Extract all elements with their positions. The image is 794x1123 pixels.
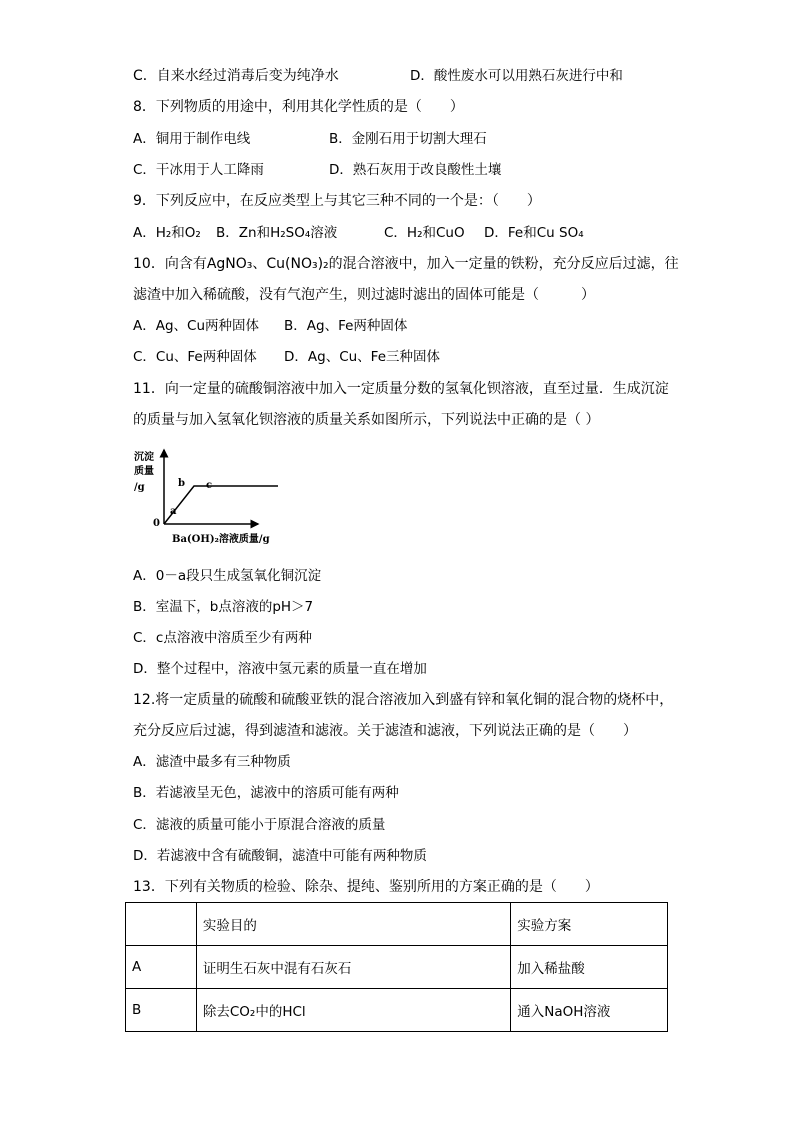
q10-stem-line1: 10．向含有AgNO₃、Cu(NO₃)₂的混合溶液中，加入一定量的铁粉，充分反应后过滤，往: [133, 256, 679, 272]
table-cell: B: [126, 989, 197, 1032]
table-cell: 除去CO₂中的HCl: [196, 989, 510, 1032]
q12-stem-line2: 充分反应后过滤，得到滤渣和滤液。关于滤渣和滤液，下列说法正确的是（ ）: [133, 723, 637, 739]
q8-option-b: B．金刚石用于切割大理石: [329, 131, 487, 147]
q8-option-d: D．熟石灰用于改良酸性土壤: [329, 162, 502, 178]
q10-option-c: C．Cu、Fe两种固体: [133, 349, 257, 365]
q13-stem: 13．下列有关物质的检验、除杂、提纯、鉴别所用的方案正确的是（ ）: [133, 879, 599, 895]
precipitate-series-line: [164, 486, 278, 524]
table-row: [126, 946, 668, 989]
q12-option-b: B．若滤液呈无色，滤液中的溶质可能有两种: [133, 785, 399, 801]
q7-option-c: C．自来水经过消毒后变为纯净水: [133, 68, 339, 84]
q8-option-c: C．干冰用于人工降雨: [133, 162, 264, 178]
point-label-c: c: [206, 480, 213, 491]
q11-stem-line1: 11．向一定量的硫酸铜溶液中加入一定质量分数的氢氧化钡溶液，直至过量．生成沉淀: [133, 381, 669, 397]
q11-stem-line2: 的质量与加入氢氧化钡溶液的质量关系如图所示，下列说法中正确的是（ ）: [133, 412, 600, 428]
origin-label: 0: [153, 518, 160, 529]
table-cell: 加入稀盐酸: [511, 946, 668, 989]
point-label-a: a: [170, 506, 177, 517]
y-label-line1: 沉淀: [134, 452, 154, 463]
table-header-cell: [126, 903, 197, 946]
table-header-cell: 实验方案: [511, 903, 668, 946]
table-row: [126, 989, 668, 1032]
q10-stem-line2: 滤渣中加入稀硫酸，没有气泡产生，则过滤时滤出的固体可能是（ ）: [133, 287, 595, 303]
q11-option-d: D．整个过程中，溶液中氢元素的质量一直在增加: [133, 661, 427, 677]
x-axis-label: Ba(OH)₂溶液质量/g: [172, 534, 270, 545]
q11-option-c: C．c点溶液中溶质至少有两种: [133, 630, 312, 646]
experiment-table: [125, 902, 668, 1032]
q8-stem: 8．下列物质的用途中，利用其化学性质的是（ ）: [133, 99, 464, 115]
q12-option-d: D．若滤液中含有硫酸铜，滤渣中可能有两种物质: [133, 848, 427, 864]
q12-option-a: A．滤渣中最多有三种物质: [133, 754, 291, 770]
q9-option-a: A．H₂和O₂: [133, 225, 201, 241]
q10-option-a: A．Ag、Cu两种固体: [133, 318, 260, 334]
q9-option-b: B．Zn和H₂SO₄溶液: [216, 225, 338, 241]
table-cell: 通入NaOH溶液: [511, 989, 668, 1032]
table-cell: 证明生石灰中混有石灰石: [196, 946, 510, 989]
table-header-row: [126, 903, 668, 946]
q9-option-d: D．Fe和Cu SO₄: [484, 225, 584, 241]
q10-option-d: D．Ag、Cu、Fe三种固体: [284, 349, 441, 365]
q9-stem: 9．下列反应中，在反应类型上与其它三种不同的一个是：（ ）: [133, 193, 541, 209]
table-header-cell: 实验目的: [196, 903, 510, 946]
q11-option-b: B．室温下，b点溶液的pH＞7: [133, 599, 314, 615]
precipitate-mass-chart: [128, 448, 278, 548]
table-cell: A: [126, 946, 197, 989]
q11-option-a: A．0－a段只生成氢氧化铜沉淀: [133, 568, 322, 584]
point-label-b: b: [178, 478, 185, 489]
y-label-line3: /g: [134, 482, 145, 493]
q12-stem-line1: 12.将一定质量的硫酸和硫酸亚铁的混合溶液加入到盛有锌和氧化铜的混合物的烧杯中，: [133, 692, 674, 708]
q8-option-a: A．铜用于制作电线: [133, 131, 251, 147]
q10-option-b: B．Ag、Fe两种固体: [284, 318, 408, 334]
y-label-line2: 质量: [134, 466, 154, 477]
q12-option-c: C．滤液的质量可能小于原混合溶液的质量: [133, 817, 386, 833]
q7-option-d: D．酸性废水可以用熟石灰进行中和: [410, 68, 623, 84]
q9-option-c: C．H₂和CuO: [384, 225, 465, 241]
